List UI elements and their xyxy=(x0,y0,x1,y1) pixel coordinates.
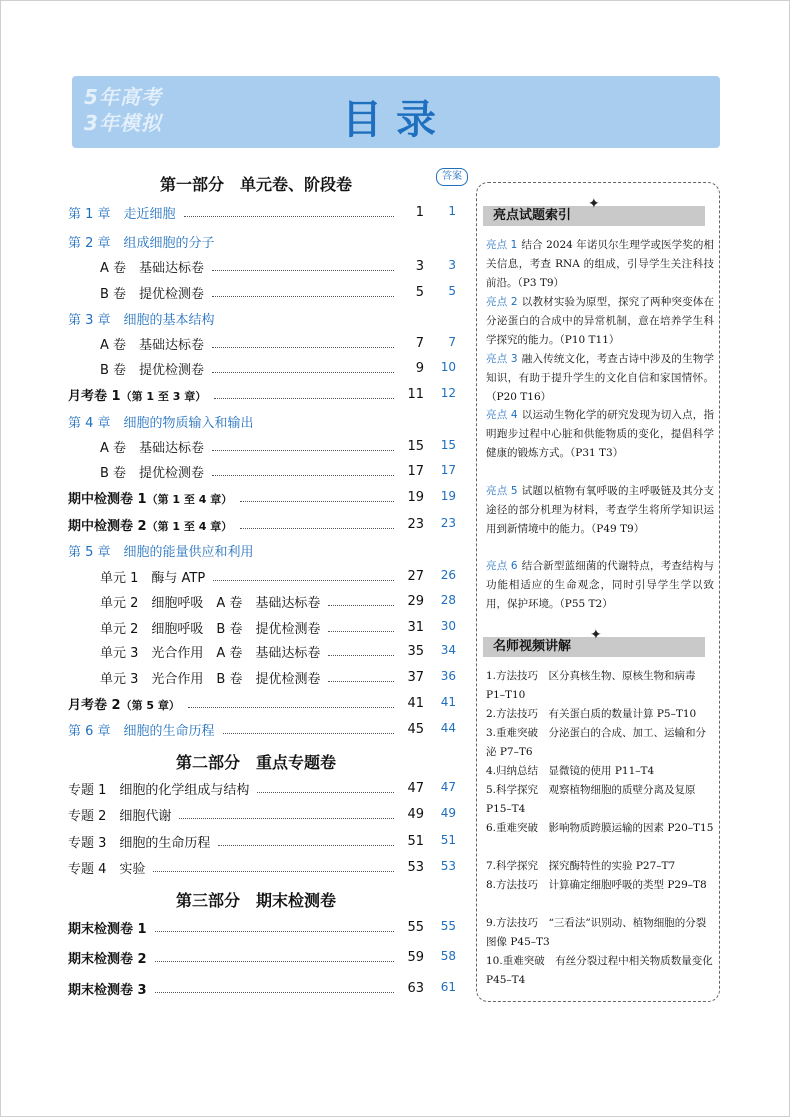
toc-leader xyxy=(240,493,394,502)
toc-title: 期中检测卷 1 xyxy=(68,491,147,507)
highlight-tag: 亮点 1 xyxy=(486,239,518,251)
toc-leader xyxy=(153,863,394,872)
toc-title: B 卷 提优检测卷 xyxy=(100,465,205,481)
video-item[interactable]: 7.科学探究 探究酶特性的实验 P27–T7 xyxy=(486,860,676,872)
toc-row[interactable] xyxy=(68,487,424,507)
toc-note: （第 1 至 4 章） xyxy=(146,492,233,506)
toc-leader xyxy=(179,810,394,819)
toc-answer-page[interactable]: 36 xyxy=(440,669,456,683)
toc-answer-page[interactable]: 1 xyxy=(448,204,456,218)
toc-row[interactable] xyxy=(100,256,424,276)
video-item[interactable]: 8.方法技巧 计算确定细胞呼吸的类型 P29–T8 xyxy=(486,879,707,891)
highlight-text: 融入传统文化，考查古诗中涉及的生物学知识，有助于提升学生的文化自信和家国情怀。（P20 T16） xyxy=(486,353,714,403)
toc-row[interactable] xyxy=(68,978,424,998)
toc-leader xyxy=(188,699,394,708)
highlight-item xyxy=(486,482,714,539)
toc-title: 期末检测卷 2 xyxy=(68,951,147,967)
toc-row[interactable] xyxy=(68,411,424,431)
highlight-item xyxy=(486,557,714,614)
toc-note: （第 1 至 3 章） xyxy=(120,389,207,403)
highlight-item xyxy=(486,406,714,463)
video-item[interactable]: 4.归纳总结 显微镜的使用 P11–T4 xyxy=(486,765,655,777)
toc-leader xyxy=(213,572,394,581)
toc-row[interactable] xyxy=(68,947,424,967)
toc-page: 29 xyxy=(407,593,424,609)
toc-page: 11 xyxy=(407,386,424,402)
toc-title: 第 6 章 细胞的生命历程 xyxy=(68,723,215,739)
toc-note: （第 5 章） xyxy=(120,698,180,712)
video-item[interactable]: 1.方法技巧 区分真核生物、原核生物和病毒 P1–T10 xyxy=(486,670,696,701)
toc-title: 专题 1 细胞的化学组成与结构 xyxy=(68,782,250,798)
toc-answer-page[interactable]: 26 xyxy=(440,568,456,582)
toc-title: 单元 3 光合作用 B 卷 提优检测卷 xyxy=(100,671,321,687)
toc-row[interactable] xyxy=(100,333,424,353)
toc-leader xyxy=(155,923,394,932)
toc-row[interactable] xyxy=(68,540,424,560)
toc-page: 23 xyxy=(407,516,424,532)
page-title: 目录 xyxy=(342,97,450,143)
toc-answer-page[interactable]: 34 xyxy=(440,643,456,657)
videos-title: 名师视频讲解 xyxy=(483,637,705,657)
highlights-title: 亮点试题索引 xyxy=(483,206,705,226)
toc-answer-page[interactable]: 28 xyxy=(440,593,456,607)
toc-title: 第 5 章 细胞的能量供应和利用 xyxy=(68,544,254,560)
toc-title: A 卷 基础达标卷 xyxy=(100,260,205,276)
toc-leader xyxy=(257,784,394,793)
toc-row[interactable] xyxy=(68,804,424,824)
toc-answer-page[interactable]: 12 xyxy=(440,386,456,400)
toc-leader xyxy=(212,467,394,476)
toc-leader xyxy=(212,288,394,297)
toc-answer-page[interactable]: 47 xyxy=(440,780,456,794)
toc-leader xyxy=(212,262,394,271)
highlight-tag: 亮点 4 xyxy=(486,409,518,421)
toc-page: 15 xyxy=(407,438,424,454)
toc-page: 5 xyxy=(415,284,424,300)
toc-row[interactable] xyxy=(68,917,424,937)
toc-title: 月考卷 2 xyxy=(68,697,121,713)
toc-row[interactable] xyxy=(100,461,424,481)
toc-page: 7 xyxy=(415,335,424,351)
part-heading-1: 第一部分 单元卷、阶段卷 xyxy=(159,175,352,194)
toc-row[interactable] xyxy=(68,857,424,877)
toc-row[interactable] xyxy=(68,831,424,851)
toc-row[interactable] xyxy=(100,641,424,661)
part-heading-2: 第二部分 重点专题卷 xyxy=(175,753,336,772)
answer-column-badge: 答案 xyxy=(436,168,468,186)
toc-leader xyxy=(212,442,394,451)
toc-row[interactable] xyxy=(68,719,424,739)
toc-row[interactable] xyxy=(100,436,424,456)
toc-answer-page[interactable]: 44 xyxy=(440,721,456,735)
toc-title: 第 1 章 走近细胞 xyxy=(68,206,176,222)
highlight-text: 以教材实验为原型，探究了两种突变体在分泌蛋白的合成中的异常机制，意在培养学生科学探究的能力。（P10 T11） xyxy=(486,296,714,346)
toc-leader xyxy=(212,339,394,348)
highlight-item xyxy=(486,350,714,407)
toc-leader xyxy=(184,208,394,217)
toc-answer-page[interactable]: 10 xyxy=(440,360,456,374)
highlight-text: 以运动生物化学的研究发现为切入点，指明跑步过程中心脏和供能物质的变化，提倡科学健康的锻炼方式。（P31 T3） xyxy=(486,409,714,459)
toc-leader xyxy=(328,623,394,632)
toc-row[interactable] xyxy=(68,202,424,222)
toc-title: B 卷 提优检测卷 xyxy=(100,286,205,302)
toc-title: 期末检测卷 3 xyxy=(68,982,147,998)
toc-leader xyxy=(155,984,394,993)
toc-title: 单元 2 细胞呼吸 B 卷 提优检测卷 xyxy=(100,621,321,637)
toc-title: 单元 3 光合作用 A 卷 基础达标卷 xyxy=(100,645,321,661)
toc-answer-page[interactable]: 7 xyxy=(448,335,456,349)
toc-row[interactable] xyxy=(68,778,424,798)
toc-page: 63 xyxy=(407,980,424,996)
toc-title: 期末检测卷 1 xyxy=(68,921,147,937)
highlight-tag: 亮点 2 xyxy=(486,296,518,308)
sparkle-icon: ✦ xyxy=(588,196,600,212)
toc-answer-page[interactable]: 3 xyxy=(448,258,456,272)
toc-row[interactable] xyxy=(100,617,424,637)
toc-page: 41 xyxy=(407,695,424,711)
part-heading-3: 第三部分 期末检测卷 xyxy=(175,891,336,910)
video-item[interactable]: 9.方法技巧 “三看法”识别动、植物细胞的分裂图像 P45–T3 xyxy=(486,917,707,948)
video-item[interactable]: 2.方法技巧 有关蛋白质的数量计算 P5–T10 xyxy=(486,708,697,720)
toc-title: B 卷 提优检测卷 xyxy=(100,362,205,378)
toc-title: A 卷 基础达标卷 xyxy=(100,337,205,353)
toc-answer-page[interactable]: 5 xyxy=(448,284,456,298)
toc-title: 专题 4 实验 xyxy=(68,861,146,877)
toc-answer-page[interactable]: 23 xyxy=(440,516,456,530)
toc-leader xyxy=(155,953,394,962)
toc-leader xyxy=(223,725,394,734)
header-banner xyxy=(72,76,720,148)
toc-answer-page[interactable]: 53 xyxy=(440,859,456,873)
highlight-text: 试题以植物有氧呼吸的主呼吸链及其分支途径的部分机理为材料，考查学生将所学知识运用到新情境中的能力。（P49 T9） xyxy=(486,485,714,535)
highlight-tag: 亮点 3 xyxy=(486,353,518,365)
toc-row[interactable] xyxy=(68,514,424,534)
toc-page: 3 xyxy=(415,258,424,274)
toc-answer-page[interactable]: 15 xyxy=(440,438,456,452)
toc-answer-page[interactable]: 17 xyxy=(440,463,456,477)
toc-title: 单元 2 细胞呼吸 A 卷 基础达标卷 xyxy=(100,595,321,611)
toc-page: 59 xyxy=(407,949,424,965)
toc-answer-page[interactable]: 58 xyxy=(440,949,456,963)
sparkle-icon: ✦ xyxy=(590,627,602,643)
toc-leader xyxy=(212,364,394,373)
toc-page: 37 xyxy=(407,669,424,685)
toc-answer-page[interactable]: 41 xyxy=(440,695,456,709)
toc-row[interactable] xyxy=(100,566,424,586)
toc-row[interactable] xyxy=(100,282,424,302)
highlight-item xyxy=(486,293,714,350)
toc-row[interactable] xyxy=(100,358,424,378)
brand-logo: 5年高考 3年模拟 xyxy=(84,85,162,135)
video-item[interactable]: 3.重难突破 分泌蛋白的合成、加工、运输和分泌 P7–T6 xyxy=(486,727,707,758)
highlight-tag: 亮点 5 xyxy=(486,485,518,497)
highlight-text: 结合新型蓝细菌的代谢特点，考查结构与功能相适应的生命观念，同时引导学生学以致用，保护环境。（P55 T2） xyxy=(486,560,714,610)
toc-row[interactable] xyxy=(68,384,424,404)
toc-page: 19 xyxy=(407,489,424,505)
toc-leader xyxy=(328,647,394,656)
toc-title: 期中检测卷 2 xyxy=(68,518,147,534)
toc-page: 49 xyxy=(407,806,424,822)
toc-title: 第 2 章 组成细胞的分子 xyxy=(68,235,215,251)
toc-title: 月考卷 1 xyxy=(68,388,121,404)
toc-answer-page[interactable]: 61 xyxy=(440,980,456,994)
toc-page: 45 xyxy=(407,721,424,737)
toc-answer-page[interactable]: 19 xyxy=(440,489,456,503)
video-item[interactable]: 6.重难突破 影响物质跨膜运输的因素 P20–T15 xyxy=(486,822,714,834)
video-item[interactable]: 10.重难突破 有丝分裂过程中相关物质数量变化 P45–T4 xyxy=(486,955,713,986)
toc-page: 47 xyxy=(407,780,424,796)
toc-title: 单元 1 酶与 ATP xyxy=(100,570,206,586)
toc-answer-page[interactable]: 55 xyxy=(440,919,456,933)
toc-title: A 卷 基础达标卷 xyxy=(100,440,205,456)
toc-row[interactable] xyxy=(100,667,424,687)
toc-answer-page[interactable]: 30 xyxy=(440,619,456,633)
toc-title: 第 4 章 细胞的物质输入和输出 xyxy=(68,415,254,431)
toc-answer-page[interactable]: 51 xyxy=(440,833,456,847)
toc-page: 9 xyxy=(415,360,424,376)
highlight-item xyxy=(486,236,714,293)
toc-leader xyxy=(328,597,394,606)
toc-title: 专题 3 细胞的生命历程 xyxy=(68,835,211,851)
toc-page: 35 xyxy=(407,643,424,659)
toc-title: 第 3 章 细胞的基本结构 xyxy=(68,312,215,328)
toc-row[interactable] xyxy=(68,693,424,713)
toc-leader xyxy=(240,520,394,529)
toc-title: 专题 2 细胞代谢 xyxy=(68,808,172,824)
toc-leader xyxy=(328,673,394,682)
toc-page: 55 xyxy=(407,919,424,935)
video-item[interactable]: 5.科学探究 观察植物细胞的质壁分离及复原 P15–T4 xyxy=(486,784,696,815)
toc-row[interactable] xyxy=(68,231,424,251)
toc-note: （第 1 至 4 章） xyxy=(146,519,233,533)
toc-answer-page[interactable]: 49 xyxy=(440,806,456,820)
highlight-tag: 亮点 6 xyxy=(486,560,518,572)
toc-row[interactable] xyxy=(100,591,424,611)
toc-leader xyxy=(214,390,394,399)
toc-page: 31 xyxy=(407,619,424,635)
toc-leader xyxy=(218,837,394,846)
toc-page: 1 xyxy=(415,204,424,220)
toc-page: 17 xyxy=(407,463,424,479)
highlight-text: 结合 2024 年诺贝尔生理学或医学奖的相关信息，考查 RNA 的组成，引导学生关注科技前沿。（P3 T9） xyxy=(486,239,714,289)
toc-page: 51 xyxy=(407,833,424,849)
toc-page: 53 xyxy=(407,859,424,875)
toc-row[interactable] xyxy=(68,308,424,328)
toc-page: 27 xyxy=(407,568,424,584)
